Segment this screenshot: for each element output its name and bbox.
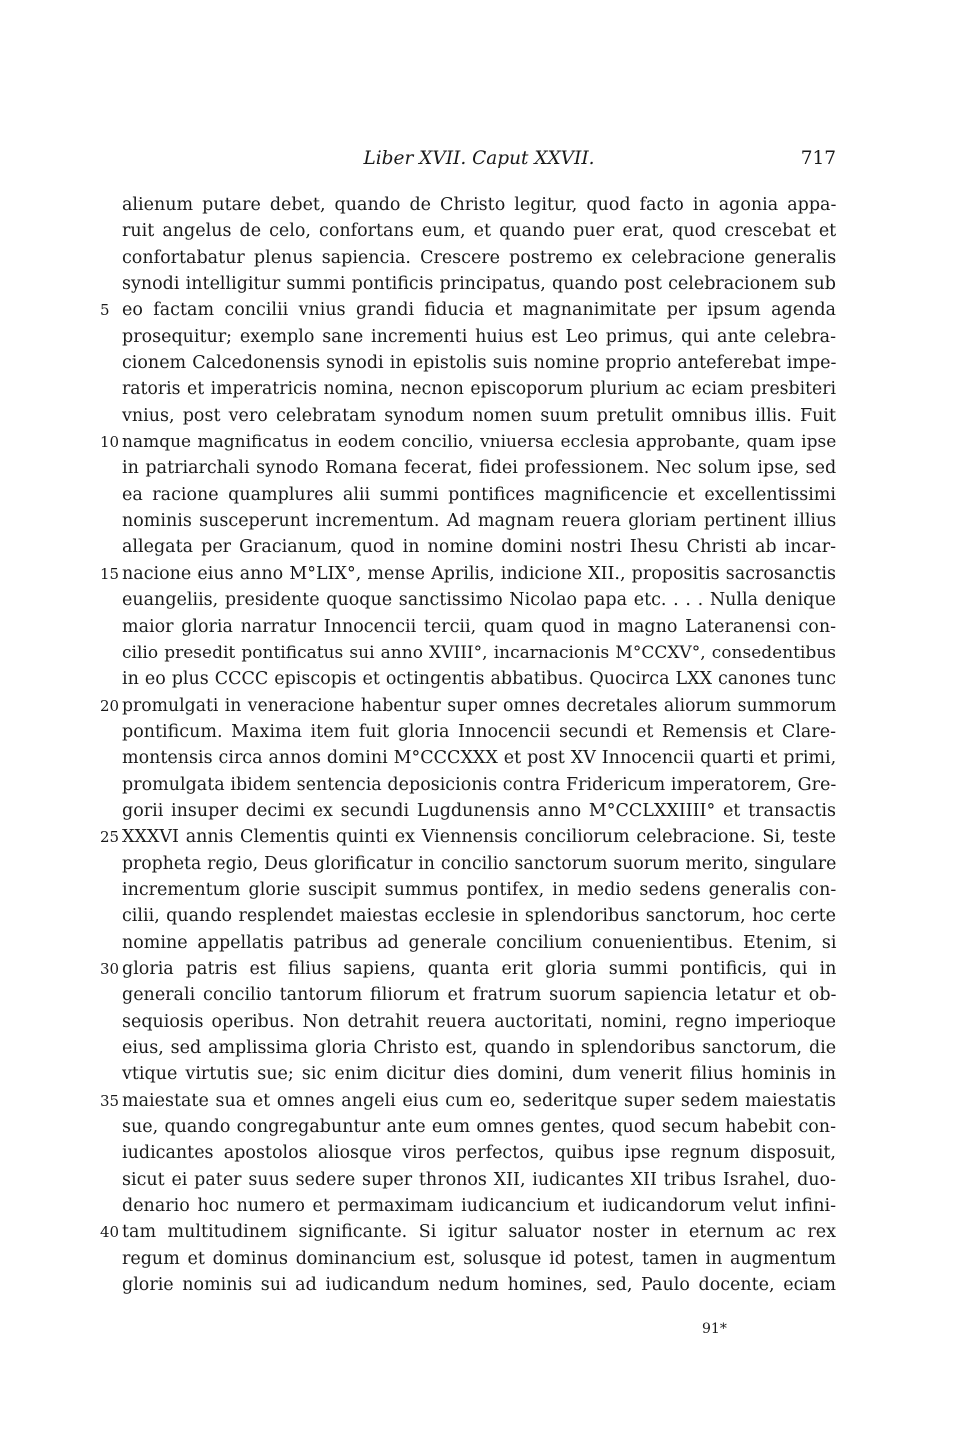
line-text: confortabatur plenus sapiencia. Crescere postremo ex celebracione generalis — [122, 247, 837, 268]
line-number: 35 — [100, 1091, 120, 1110]
text-line — [100, 693, 837, 719]
text-line — [122, 587, 836, 613]
line-text: montensis circa annos domini M°CCCXXX et post XV Innocencii quarti et primi, — [122, 748, 837, 769]
text-line — [122, 1114, 836, 1140]
text-line — [122, 877, 836, 903]
line-text: vtique virtutis sue; sic enim dicitur dies domini, dum venerit filius hominis in — [122, 1064, 836, 1085]
page-number: 717 — [800, 148, 836, 169]
text-line — [122, 745, 836, 771]
text-line — [122, 1009, 836, 1035]
text-line — [100, 1088, 837, 1114]
line-text: alienum putare debet, quando de Christo legitur, quod facto in agonia appa- — [122, 195, 837, 215]
line-text: ratoris et imperatricis nomina, necnon episcoporum plurium ac eciam presbiteri — [122, 379, 836, 400]
text-line — [122, 1035, 836, 1061]
page-header — [122, 148, 836, 174]
line-text: iudicantes apostolos aliosque viros perfectos, quibus ipse regnum disposuit, — [122, 1143, 836, 1164]
line-text: cilio presedit pontificatus sui anno XVIII°, incarnacionis M°CCXV°, consedentibus — [122, 642, 836, 663]
line-number: 15 — [100, 564, 120, 583]
line-text: glorie nominis sui ad iudicandum nedum homines, sed, Paulo docente, eciam — [122, 1275, 836, 1296]
text-line — [122, 666, 836, 692]
line-text: allegata per Gracianum, quod in nomine domini nostri Ihesu Christi ab incar- — [122, 537, 836, 558]
text-line — [100, 297, 836, 323]
line-text: nacione eius anno M°LIX°, mense Aprilis, indicione XII., propositis sacrosanctis — [122, 563, 836, 584]
line-text: maior gloria narratur Innocencii tercii, quam quod in magno Lateranensi con- — [122, 616, 837, 637]
line-text: XXXVI annis Clementis quinti ex Viennensis conciliorum celebracione. Si, teste — [122, 827, 837, 848]
line-text: gorii insuper decimi ex secundi Lugdunensis anno M°CCLXXIIII° et transactis — [122, 800, 836, 821]
text-line — [122, 350, 836, 376]
line-text: incrementum glorie suscipit summus pontifex, in medio sedens generalis con- — [122, 879, 837, 900]
text-line — [122, 245, 836, 271]
text-line — [122, 324, 836, 350]
text-line — [122, 1167, 836, 1193]
line-text: generali concilio tantorum filiorum et fratrum suorum sapiencia letatur et ob- — [122, 985, 837, 1006]
line-text: tam multitudinem significante. Si igitur saluator noster in eternum ac rex — [122, 1222, 836, 1243]
text-line — [122, 798, 836, 824]
line-text: nomine appellatis patribus ad generale concilium conuenientibus. Etenim, si — [122, 932, 837, 953]
text-line — [122, 903, 836, 929]
text-line — [100, 561, 836, 587]
body-text — [100, 192, 837, 1298]
line-text: eo factam concilii vnius grandi fiducia et magnanimitate per ipsum agenda — [122, 300, 836, 321]
line-text: vnius, post vero celebratam synodum nomen suum pretulit omnibus illis. Fuit — [122, 405, 837, 426]
text-line — [122, 1246, 836, 1272]
line-text: sicut ei pater suus sedere super thronos XII, iudicantes XII tribus Israhel, duo- — [122, 1169, 836, 1190]
line-number: 40 — [100, 1223, 120, 1242]
line-text: ruit angelus de celo, confortans eum, et quando puer erat, quod crescebat et — [122, 221, 837, 242]
line-number: 30 — [100, 959, 120, 978]
line-text: in eo plus CCCC episcopis et octingentis abbatibus. Quocirca LXX canones tunc — [122, 669, 836, 690]
text-line — [100, 429, 837, 455]
text-line — [122, 455, 836, 481]
text-line — [122, 482, 836, 508]
line-number: 10 — [100, 433, 120, 452]
line-text: prosequitur; exemplo sane incrementi huius est Leo primus, qui ante celebra- — [122, 326, 836, 347]
text-line — [122, 1140, 836, 1166]
text-line — [122, 640, 836, 666]
line-text: maiestate sua et omnes angeli eius cum eo, sederitque super sedem maiestatis — [122, 1090, 837, 1111]
text-line — [100, 1219, 836, 1245]
line-text: nominis susceperunt incrementum. Ad magnam reuera gloriam pertinent illius — [122, 511, 837, 532]
text-line — [100, 824, 837, 850]
line-text: pontificum. Maxima item fuit gloria Innocencii secundi et Remensis et Clare- — [122, 721, 836, 742]
text-line — [122, 614, 836, 640]
line-text: sue, quando congregabuntur ante eum omnes gentes, quod secum habebit con- — [122, 1117, 836, 1138]
line-text: gloria patris est filius sapiens, quanta erit gloria summi pontificis, qui in — [122, 958, 837, 979]
text-line — [122, 1061, 836, 1087]
line-text: regum et dominus dominancium est, solusque id potest, tamen in augmentum — [122, 1248, 836, 1269]
running-head: Liber XVII. Caput XXVII. — [363, 148, 595, 169]
text-line — [100, 956, 837, 982]
text-line — [122, 930, 836, 956]
line-text: cilii, quando resplendet maiestas ecclesie in splendoribus sanctorum, hoc certe — [122, 906, 836, 927]
text-line — [122, 719, 836, 745]
text-line — [122, 1193, 836, 1219]
line-number: 25 — [100, 828, 120, 847]
line-text: eius, sed amplissima gloria Christo est, quando in splendoribus sanctorum, die — [122, 1038, 837, 1058]
line-text: euangeliis, presidente quoque sanctissimo Nicolao papa etc. . . . Nulla denique — [122, 590, 836, 611]
text-line — [122, 508, 836, 534]
signature-mark: 91* — [702, 1321, 727, 1337]
line-number: 5 — [100, 301, 110, 320]
line-text: promulgati in veneracione habentur super omnes decretales aliorum summorum — [122, 695, 837, 716]
text-line — [122, 982, 836, 1008]
text-line — [122, 534, 836, 560]
text-line — [122, 772, 836, 798]
line-text: denario hoc numero et permaximam iudicancium et iudicandorum velut infini- — [122, 1196, 836, 1217]
line-text: ea racione quamplures alii summi pontifices magnificencie et excellentissimi — [122, 484, 836, 505]
line-text: sequiosis operibus. Non detrahit reuera auctoritati, nomini, regno imperioque — [122, 1011, 836, 1032]
line-text: synodi intelligitur summi pontificis principatus, quando post celebracionem sub — [122, 274, 836, 295]
text-line — [122, 1272, 836, 1298]
line-text: cionem Calcedonensis synodi in epistolis suis nomine proprio anteferebat impe- — [122, 353, 837, 374]
text-line — [122, 851, 836, 877]
text-line — [122, 192, 836, 218]
line-number: 20 — [100, 696, 120, 715]
line-text: namque magnificatus in eodem concilio, vniuersa ecclesia approbante, quam ipse — [122, 432, 837, 453]
text-line — [122, 218, 836, 244]
line-text: promulgata ibidem sentencia deposicionis contra Fridericum imperatorem, Gre- — [122, 774, 837, 795]
line-text: in patriarchali synodo Romana fecerat, fidei professionem. Nec solum ipse, sed — [122, 458, 837, 479]
line-text: propheta regio, Deus glorificatur in concilio sanctorum suorum merito, singulare — [122, 853, 837, 874]
text-line — [122, 403, 836, 429]
text-line — [122, 271, 836, 297]
text-line — [122, 376, 836, 402]
